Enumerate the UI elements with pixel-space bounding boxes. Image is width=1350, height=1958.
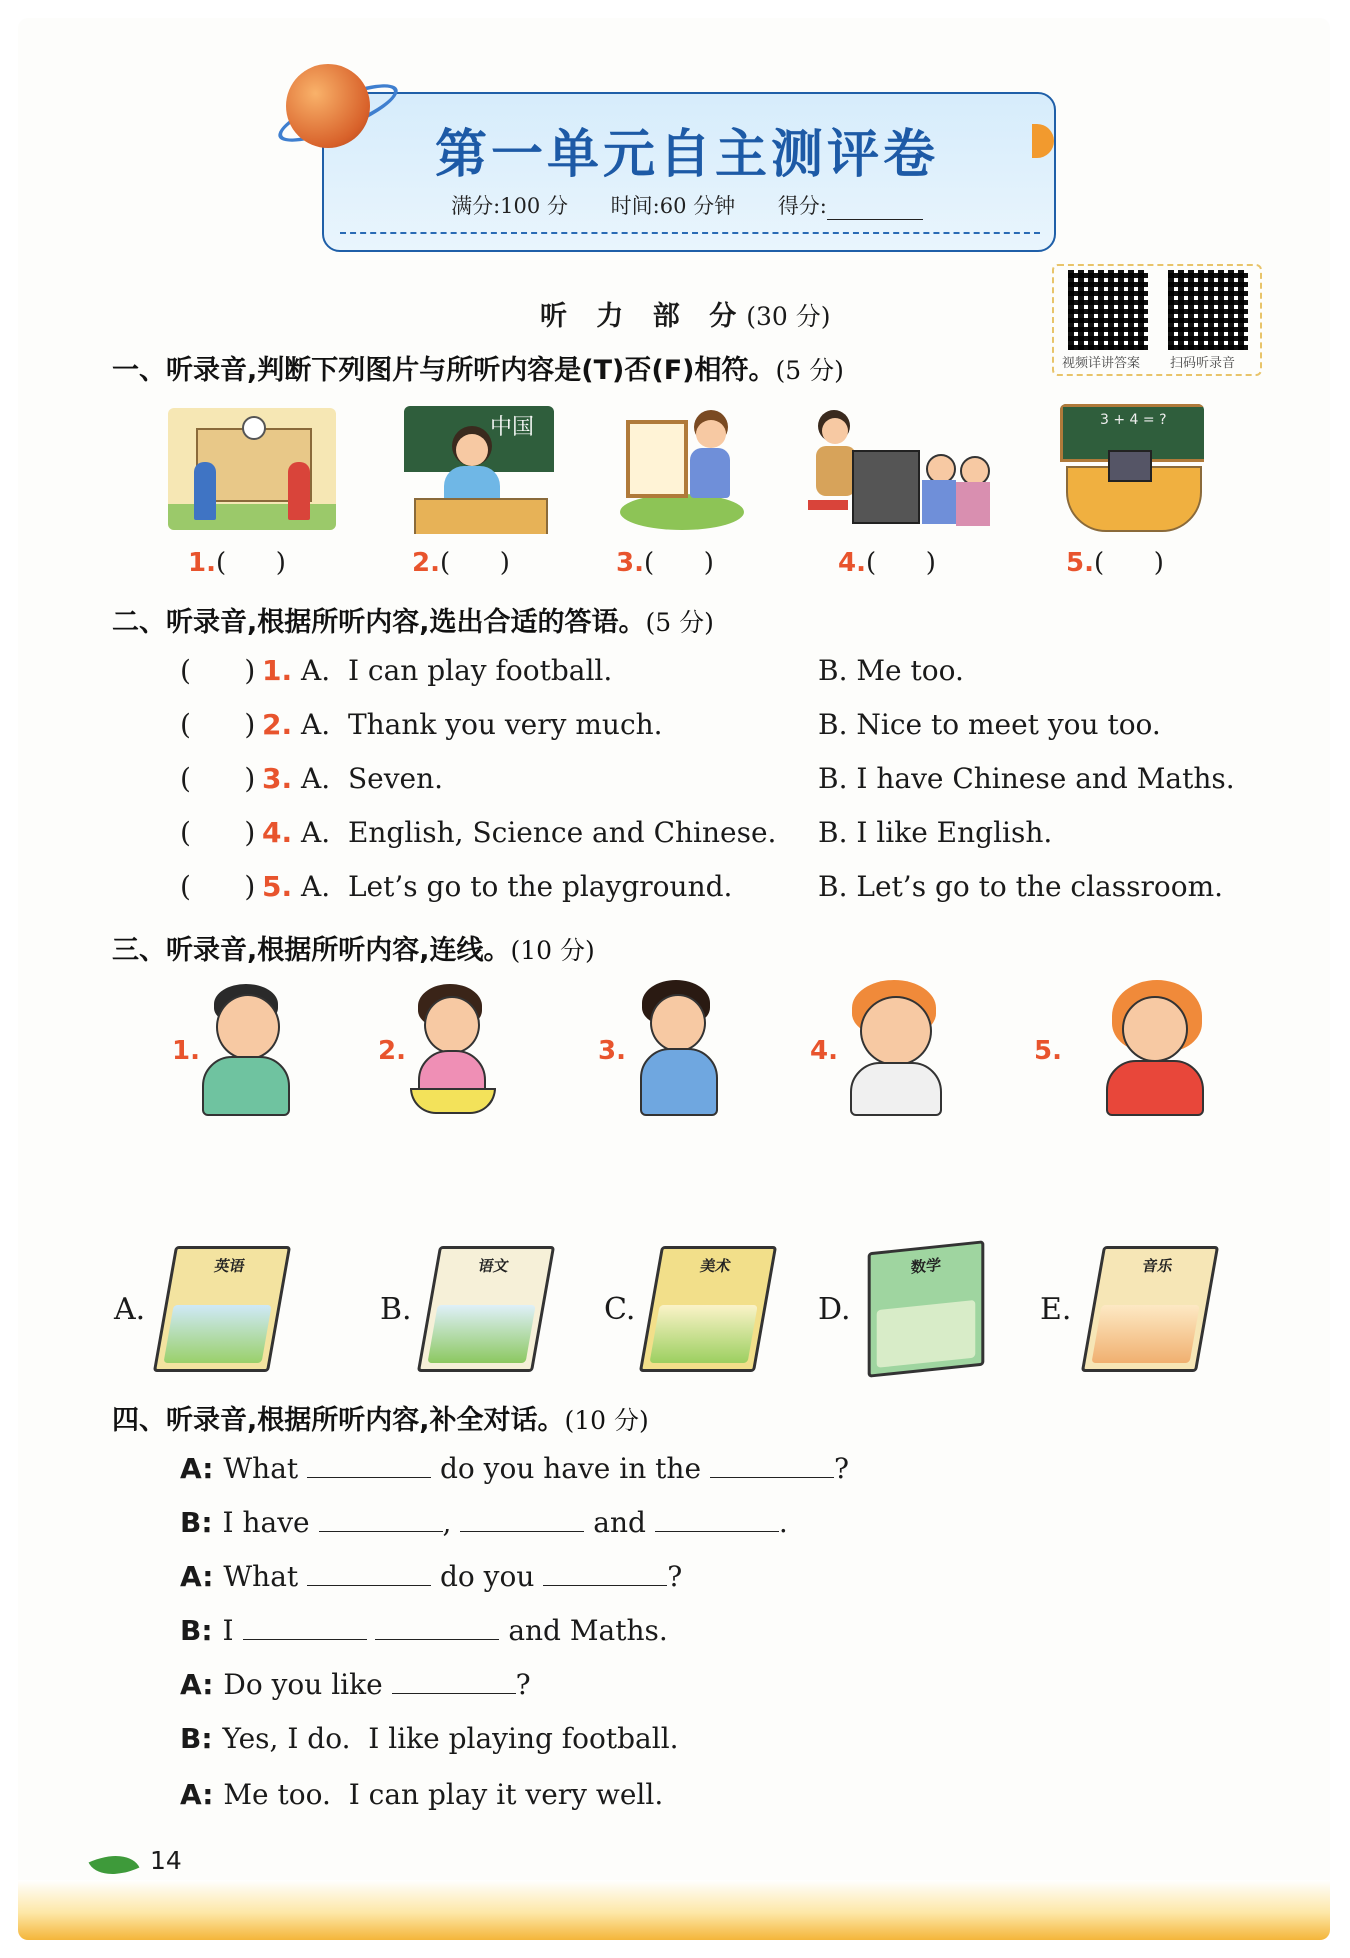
blank-2[interactable] [710,1453,834,1478]
blank-10[interactable] [392,1669,516,1694]
kid-label-1: 1. [172,1036,200,1066]
book-letter-c: C. [604,1292,636,1327]
kid-girl-3[interactable] [630,980,726,1114]
dialog-line-3: A: What do you ? [180,1560,683,1593]
section2-title: 二、听录音,根据所听内容,选出合适的答语。(5 分) [112,607,714,638]
kid-label-5: 5. [1034,1036,1062,1066]
dialog-line-4: B: I and Maths. [180,1614,668,1647]
kid-boy-1[interactable] [196,984,296,1114]
book-english[interactable]: 英语 [153,1246,291,1372]
kid-girl-5[interactable] [1076,980,1212,1114]
book-music-cover-art [1091,1305,1199,1363]
blank-4[interactable] [460,1507,584,1532]
kid-label-4: 4. [810,1036,838,1066]
qr-code-video[interactable] [1068,270,1148,350]
time-limit: 时间:60 分钟 [610,194,736,218]
blank-6[interactable] [307,1561,431,1586]
q3-answer-slot[interactable]: 3.( ) [616,548,714,578]
kid-girl-2[interactable] [404,984,500,1114]
board-text: 中国 [490,415,535,440]
book-maths[interactable]: 数学 [868,1240,985,1377]
full-score: 满分:100 分 [451,194,568,218]
section3-title: 三、听录音,根据所听内容,连线。(10 分) [112,935,595,966]
exam-info [322,190,1052,220]
qr-caption-audio: 扫码听录音 [1170,356,1236,371]
blank-7[interactable] [543,1561,667,1586]
book-chinese-cover-art [427,1305,535,1363]
dialog-line-5: A: Do you like ? [180,1668,531,1701]
book-letter-a: A. [114,1292,146,1327]
q4-answer-slot[interactable]: 4.( ) [838,548,936,578]
music-class-picture [808,406,998,532]
kid-label-3: 3. [598,1036,626,1066]
blank-1[interactable] [307,1453,431,1478]
school-building-picture [168,408,336,530]
book-letter-e: E. [1040,1292,1072,1327]
s2-question-2: ( ) 2. A. Thank you very much. [180,708,663,741]
dialog-line-2: B: I have , and . [180,1506,788,1539]
dialog-line-7: A: Me too. I can play it very well. [180,1778,664,1811]
book-music[interactable]: 音乐 [1081,1246,1219,1372]
s2-option-b-4: B. I like English. [818,816,1053,849]
maths-class-picture [1060,404,1204,532]
book-letter-b: B. [380,1292,412,1327]
q5-answer-slot[interactable]: 5.( ) [1066,548,1164,578]
section4-title: 四、听录音,根据所听内容,补全对话。(10 分) [112,1405,649,1436]
maths-board-text: 3 + 4 = ? [1100,412,1167,428]
blank-9[interactable] [375,1615,499,1640]
footer-wave [18,1880,1330,1940]
book-chinese[interactable]: 语文 [417,1246,555,1372]
dialog-line-6: B: Yes, I do. I like playing football. [180,1722,679,1755]
s2-option-b-1: B. Me too. [818,654,964,687]
section1-title: 一、听录音,判断下列图片与所听内容是(T)否(F)相符。(5 分) [112,355,844,386]
book-maths-cover-art [877,1300,976,1368]
s2-question-4: ( ) 4. A. English, Science and Chinese. [180,816,777,849]
score-blank [827,199,923,220]
book-english-cover-art [163,1305,271,1363]
qr-code-audio[interactable] [1168,270,1248,350]
s2-option-b-3: B. I have Chinese and Maths. [818,762,1235,795]
q1-answer-slot[interactable]: 1.( ) [188,548,286,578]
blank-3[interactable] [319,1507,443,1532]
banner-divider [340,232,1040,234]
listening-part-title: 听 力 部 分(30 分) [540,301,831,332]
s2-option-b-2: B. Nice to meet you too. [818,708,1161,741]
blank-5[interactable] [655,1507,779,1532]
s2-question-3: ( ) 3. A. Seven. [180,762,444,795]
kid-label-2: 2. [378,1036,406,1066]
chinese-class-picture [404,406,554,534]
s2-question-1: ( ) 1. A. I can play football. [180,654,613,687]
qr-caption-video: 视频详讲答案 [1062,356,1141,371]
blank-8[interactable] [243,1615,367,1640]
book-letter-d: D. [818,1292,851,1327]
dialog-line-1: A: What do you have in the ? [180,1452,849,1485]
page-number: 14 [150,1846,182,1875]
score-field: 得分: [778,194,923,218]
kid-boy-4[interactable] [846,980,942,1114]
page-title: 第一单元自主测评卷 [434,125,939,185]
s2-question-5: ( ) 5. A. Let’s go to the playground. [180,870,733,903]
book-art-cover-art [649,1305,757,1363]
q2-answer-slot[interactable]: 2.( ) [412,548,510,578]
s2-option-b-5: B. Let’s go to the classroom. [818,870,1224,903]
book-art[interactable]: 美术 [639,1246,777,1372]
painting-picture [620,406,744,530]
